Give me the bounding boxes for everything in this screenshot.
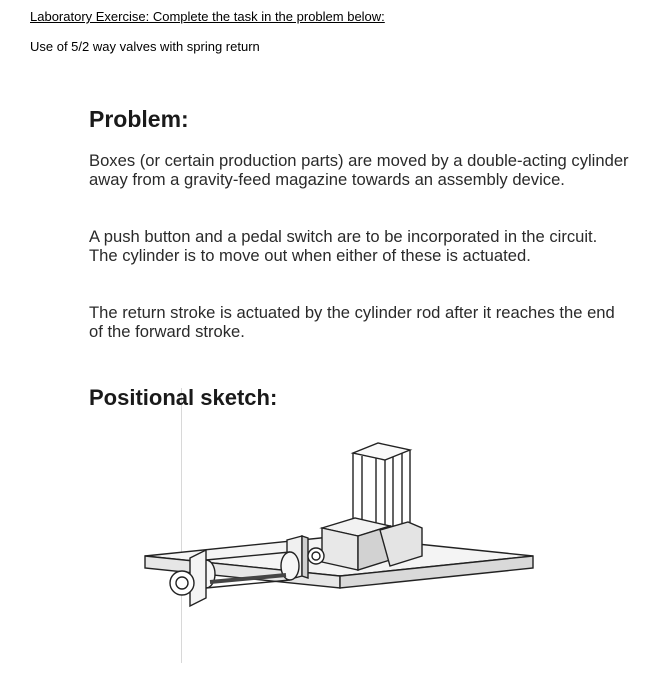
problem-heading: Problem: xyxy=(89,106,189,132)
scanned-textbook-page xyxy=(40,88,640,678)
problem-paragraph-1: Boxes (or certain production parts) are moved by a double-acting cylinder away from a gravity-feed magazine towards an assembly device. xyxy=(89,151,629,189)
problem-paragraph-3: The return stroke is actuated by the cylinder rod after it reaches the end of the forward stroke. xyxy=(89,303,615,341)
problem-paragraph-2: A push button and a pedal switch are to be incorporated in the circuit. The cylinder is to move out when either of these is actuated. xyxy=(89,227,598,265)
document-subtitle: Use of 5/2 way valves with spring return xyxy=(30,39,260,54)
document-title: Laboratory Exercise: Complete the task in the problem below: xyxy=(30,9,385,24)
positional-sketch-heading: Positional sketch: xyxy=(89,385,278,410)
positional-sketch-drawing xyxy=(40,88,640,678)
